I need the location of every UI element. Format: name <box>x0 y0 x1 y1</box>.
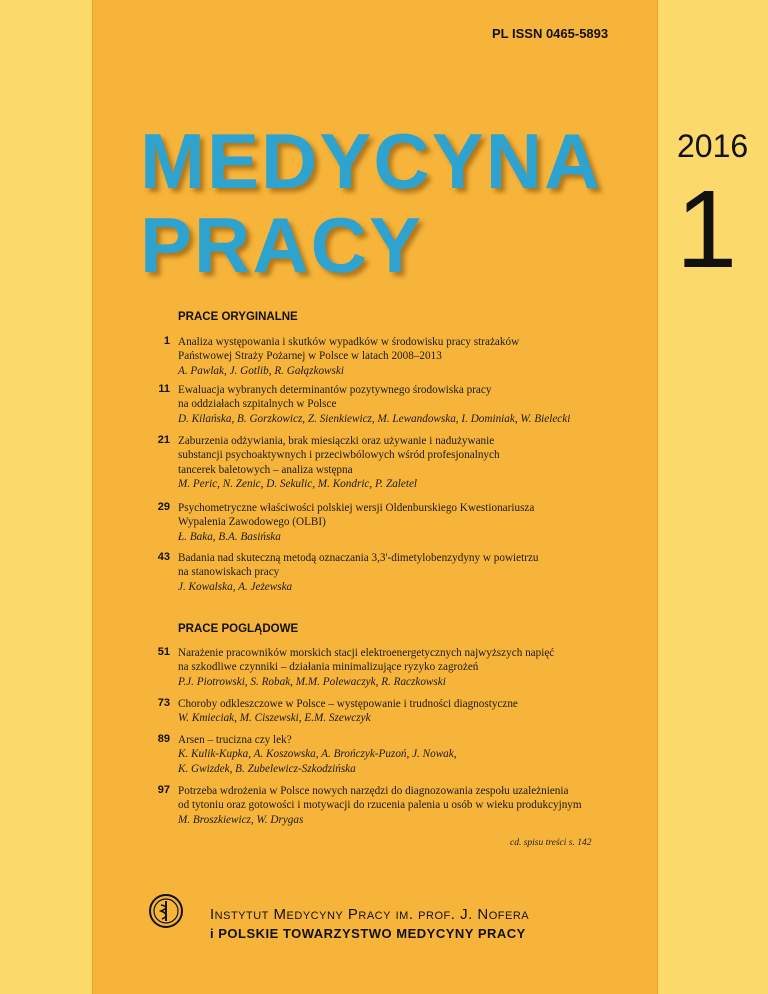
journal-title-line2: PRACY <box>140 201 424 289</box>
toc-page-number: 1 <box>163 335 170 347</box>
toc-page-number: 89 <box>157 733 170 745</box>
toc-authors: Ł. Baka, B.A. Basińska <box>178 530 281 543</box>
toc-page-number: 97 <box>157 784 170 796</box>
issue-year: 2016 <box>677 128 749 164</box>
toc-entry-text: Potrzeba wdrożenia w Polsce nowych narzędzi do diagnozowania zespołu uzależnienia od tytoniu oraz gotowości i motywacji do rzucenia palenia u osób w wieku produkcyjnym M. Broszkiewicz, W. Drygas <box>178 784 653 827</box>
publisher-line1: Instytut Medycyny Pracy im. prof. J. Nofera <box>210 906 530 923</box>
toc-entry-text: Choroby odkleszczowe w Polsce – występowanie i trudności diagnostyczne W. Kmieciak, M. Ciszewski, E.M. Szewczyk <box>178 697 653 726</box>
publisher-line2: i POLSKIE TOWARZYSTWO MEDYCYNY PRACY <box>210 926 526 941</box>
institute-logo-icon <box>148 893 184 929</box>
issue-number: 1 <box>676 168 738 291</box>
toc-authors: K. Gwizdek, B. Zubelewicz-Szkodzińska <box>178 762 356 775</box>
toc-authors: K. Kulik-Kupka, A. Koszowska, A. Brończyk-Puzoń, J. Nowak, <box>178 748 457 761</box>
toc-authors: M. Broszkiewicz, W. Drygas <box>178 813 304 826</box>
toc-page-number: 11 <box>158 383 170 395</box>
toc-authors: M. Peric, N. Zenic, D. Sekulic, M. Kondric, P. Zaletel <box>178 477 418 490</box>
toc-page-number: 29 <box>157 501 170 513</box>
toc-authors: D. Kilańska, B. Gorzkowicz, Z. Sienkiewicz, M. Lewandowska, I. Dominiak, W. Bielecki <box>178 412 571 425</box>
toc-entry-text: Narażenie pracowników morskich stacji elektroenergetycznych najwyższych napięć na szkodliwe czynniki – działania minimalizujące ryzyko zagrożeń P.J. Piotrowski, S. Robak, M.M. Polewaczyk, R. Raczkowski <box>178 646 653 689</box>
toc-page-number: 51 <box>157 646 170 658</box>
journal-title-line1: MEDYCYNA <box>140 117 603 205</box>
toc-entry-text: Arsen – trucizna czy lek? K. Kulik-Kupka, A. Koszowska, A. Brończyk-Puzoń, J. Nowak, K. Gwizdek, B. Zubelewicz-Szkodzińska <box>178 733 653 776</box>
toc-continuation-note: cd. spisu treści s. 142 <box>510 838 592 848</box>
section-heading-original: PRACE ORYGINALNE <box>178 311 298 323</box>
toc-entry-text: Badania nad skuteczną metodą oznaczania 3,3'-dimetylobenzydyny w powietrzu na stanowiskach pracy J. Kowalska, A. Jeżewska <box>178 551 653 594</box>
toc-authors: J. Kowalska, A. Jeżewska <box>178 580 293 593</box>
toc-page-number: 43 <box>157 551 170 563</box>
toc-entry-text: Zaburzenia odżywiania, brak miesiączki oraz używanie i nadużywanie substancji psychoaktywnych i przeciwbólowych wśród profesjonalnych tancerek baletowych – analiza wstępna M. Peric, N. Zenic, D. Sekulic, M. Kondric, P. Zaletel <box>178 434 653 491</box>
toc-entry-text: Analiza występowania i skutków wypadków w środowisku pracy strażaków Państwowej Straży Pożarnej w Polsce w latach 2008–2013 A. Pawlak, J. Gotlib, R. Gałązkowski <box>178 335 653 378</box>
toc-entry-text: Psychometryczne właściwości polskiej wersji Oldenburskiego Kwestionariusza Wypalenia Zawodowego (OLBI) Ł. Baka, B.A. Basińska <box>178 501 653 544</box>
toc-authors: P.J. Piotrowski, S. Robak, M.M. Polewaczyk, R. Raczkowski <box>178 675 446 688</box>
toc-page-number: 73 <box>157 697 170 709</box>
toc-authors: A. Pawlak, J. Gotlib, R. Gałązkowski <box>178 364 344 377</box>
toc-authors: W. Kmieciak, M. Ciszewski, E.M. Szewczyk <box>178 712 371 725</box>
toc-page-number: 21 <box>157 434 170 446</box>
toc-entry-text: Ewaluacja wybranych determinantów pozytywnego środowiska pracy na oddziałach szpitalnych w Polsce D. Kilańska, B. Gorzkowicz, Z. Sienkiewicz, M. Lewandowska, I. Dominiak, W. Bielecki <box>178 383 653 426</box>
section-heading-review: PRACE POGLĄDOWE <box>178 623 299 635</box>
issn: PL ISSN 0465-5893 <box>492 26 609 41</box>
